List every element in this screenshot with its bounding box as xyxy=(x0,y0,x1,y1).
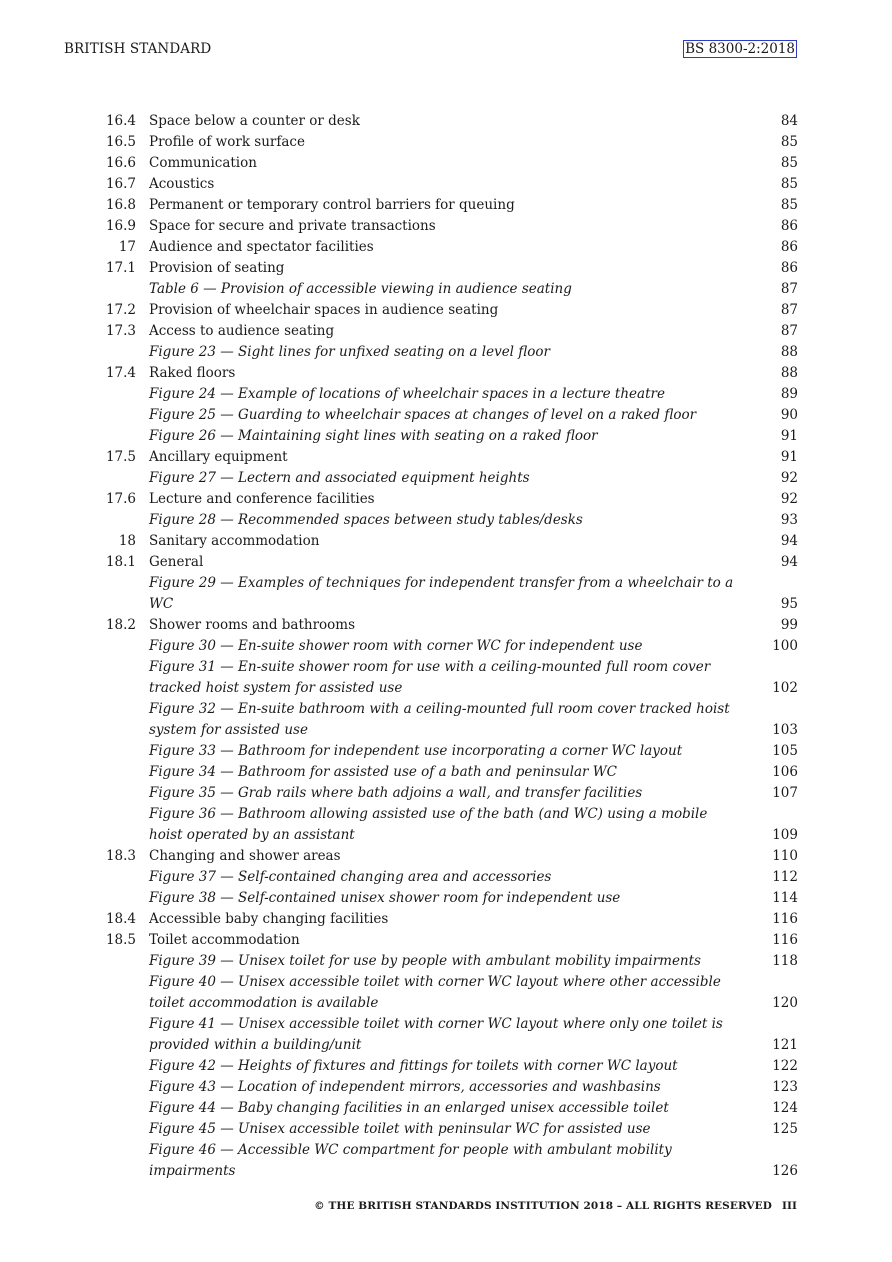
toc-entry-page: 112 xyxy=(772,869,798,885)
toc-entry-page: 88 xyxy=(780,365,798,381)
toc-entry-number: 16.5 xyxy=(105,134,136,150)
toc-entry[interactable] xyxy=(96,552,798,573)
toc-entry-title: Provision of seating xyxy=(149,260,285,276)
toc-entry-title: Figure 46 — Accessible WC compartment for people with ambulant mobility impairments xyxy=(149,1142,672,1179)
toc-entry-title: Provision of wheelchair spaces in audience seating xyxy=(149,302,499,318)
toc-entry-page: 88 xyxy=(780,344,798,360)
toc-entry[interactable] xyxy=(96,1119,798,1140)
toc-entry-number: 16.9 xyxy=(105,218,136,234)
toc-entry-title: Figure 27 — Lectern and associated equipment heights xyxy=(149,470,530,486)
toc-entry-title: Space below a counter or desk xyxy=(149,113,360,129)
toc-entry-title: Figure 29 — Examples of techniques for independent transfer from a wheelchair to a WC xyxy=(149,575,734,612)
toc-entry-title: Figure 23 — Sight lines for unfixed seating on a level floor xyxy=(149,344,551,360)
toc-entry-page: 114 xyxy=(772,890,798,906)
toc-entry-page: 95 xyxy=(780,596,798,612)
toc-entry-number: 17 xyxy=(118,239,136,255)
toc-entry-page: 107 xyxy=(772,785,798,801)
toc-entry-title: Lecture and conference facilities xyxy=(149,491,375,507)
toc-entry-title: Permanent or temporary control barriers for queuing xyxy=(149,197,515,213)
toc-entry-number: 16.7 xyxy=(105,176,136,192)
toc-entry-page: 116 xyxy=(772,911,798,927)
toc-entry-title: Figure 33 — Bathroom for independent use incorporating a corner WC layout xyxy=(149,743,683,759)
toc-entry-title: Figure 25 — Guarding to wheelchair spaces at changes of level on a raked floor xyxy=(149,407,697,423)
toc-entry-page: 92 xyxy=(780,470,798,486)
toc-entry[interactable] xyxy=(96,741,798,762)
toc-entry-page: 86 xyxy=(780,239,798,255)
toc-entry-title: Access to audience seating xyxy=(149,323,335,339)
toc-entry[interactable] xyxy=(96,1140,798,1182)
toc-entry[interactable] xyxy=(96,174,798,195)
toc-entry[interactable] xyxy=(96,300,798,321)
toc-entry-page: 116 xyxy=(772,932,798,948)
toc-entry[interactable] xyxy=(96,699,798,741)
toc-entry-page: 99 xyxy=(780,617,798,633)
toc-entry-number: 17.4 xyxy=(105,365,136,381)
toc-entry-title: Communication xyxy=(149,155,257,171)
toc-entry-page: 84 xyxy=(780,113,798,129)
page-number: III xyxy=(781,1200,797,1212)
toc-entry-number: 18.3 xyxy=(105,848,136,864)
copyright-notice: © THE BRITISH STANDARDS INSTITUTION 2018 – ALL RIGHTS RESERVED xyxy=(314,1200,772,1212)
toc-entry[interactable] xyxy=(96,111,798,132)
toc-entry-page: 85 xyxy=(780,134,798,150)
toc-entry-number: 18 xyxy=(118,533,136,549)
toc-entry[interactable] xyxy=(96,972,798,1014)
toc-entry[interactable] xyxy=(96,1014,798,1056)
toc-entry-title: Figure 43 — Location of independent mirrors, accessories and washbasins xyxy=(149,1079,661,1095)
toc-entry-number: 18.2 xyxy=(105,617,136,633)
toc-entry[interactable] xyxy=(96,657,798,699)
toc-entry-title: Figure 42 — Heights of fixtures and fittings for toilets with corner WC layout xyxy=(149,1058,678,1074)
toc-entry-page: 86 xyxy=(780,218,798,234)
toc-entry[interactable] xyxy=(96,636,798,657)
toc-entry-number: 17.5 xyxy=(105,449,136,465)
toc-entry-number: 17.3 xyxy=(105,323,136,339)
toc-entry[interactable] xyxy=(96,573,798,615)
toc-entry[interactable] xyxy=(96,930,798,951)
toc-entry-page: 85 xyxy=(780,197,798,213)
toc-entry-title: General xyxy=(149,554,204,570)
toc-entry-title: Figure 30 — En-suite shower room with corner WC for independent use xyxy=(149,638,643,654)
toc-entry[interactable] xyxy=(96,1056,798,1077)
table-of-contents xyxy=(96,111,798,1182)
toc-entry-number: 18.1 xyxy=(105,554,136,570)
toc-entry[interactable] xyxy=(96,447,798,468)
toc-entry[interactable] xyxy=(96,237,798,258)
toc-entry[interactable] xyxy=(96,615,798,636)
toc-entry-page: 89 xyxy=(780,386,798,402)
toc-entry[interactable] xyxy=(96,1098,798,1119)
toc-entry-page: 110 xyxy=(772,848,798,864)
toc-entry-page: 91 xyxy=(780,428,798,444)
toc-entry-title: Figure 39 — Unisex toilet for use by people with ambulant mobility impairments xyxy=(149,953,701,969)
toc-entry-title: Figure 32 — En-suite bathroom with a ceiling-mounted full room cover tracked hoist system for assisted use xyxy=(149,701,730,738)
toc-entry-title: Sanitary accommodation xyxy=(149,533,320,549)
toc-entry[interactable] xyxy=(96,1077,798,1098)
toc-entry-title: Figure 24 — Example of locations of wheelchair spaces in a lecture theatre xyxy=(149,386,665,402)
toc-entry-number: 17.6 xyxy=(105,491,136,507)
toc-entry-page: 100 xyxy=(772,638,798,654)
toc-entry-page: 105 xyxy=(772,743,798,759)
toc-entry-page: 87 xyxy=(780,281,798,297)
toc-entry-title: Toilet accommodation xyxy=(149,932,300,948)
toc-entry-page: 86 xyxy=(780,260,798,276)
toc-entry-page: 91 xyxy=(780,449,798,465)
toc-entry-page: 123 xyxy=(772,1079,798,1095)
toc-entry[interactable] xyxy=(96,195,798,216)
toc-entry-title: Figure 31 — En-suite shower room for use with a ceiling-mounted full room cover tracked hoist system for assisted use xyxy=(149,659,711,696)
toc-entry[interactable] xyxy=(96,531,798,552)
toc-entry-number: 16.4 xyxy=(105,113,136,129)
toc-entry[interactable] xyxy=(96,258,798,279)
toc-entry-page: 121 xyxy=(772,1037,798,1053)
toc-entry-title: Shower rooms and bathrooms xyxy=(149,617,356,633)
toc-entry-page: 106 xyxy=(772,764,798,780)
toc-entry-page: 87 xyxy=(780,323,798,339)
standard-number-link[interactable]: BS 8300-2:2018 xyxy=(685,41,795,57)
toc-entry-title: Table 6 — Provision of accessible viewing in audience seating xyxy=(149,281,572,297)
toc-entry-title: Figure 40 — Unisex accessible toilet with corner WC layout where other accessible toilet accommodation is available xyxy=(149,974,721,1011)
toc-entry-page: 120 xyxy=(772,995,798,1011)
toc-entry-title: Figure 34 — Bathroom for assisted use of a bath and peninsular WC xyxy=(149,764,617,780)
toc-entry-page: 103 xyxy=(772,722,798,738)
toc-entry[interactable] xyxy=(96,279,798,300)
toc-entry-page: 90 xyxy=(780,407,798,423)
toc-entry-page: 125 xyxy=(772,1121,798,1137)
toc-entry-page: 126 xyxy=(772,1163,798,1179)
toc-entry[interactable] xyxy=(96,510,798,531)
toc-entry-title: Figure 28 — Recommended spaces between study tables/desks xyxy=(149,512,583,528)
toc-entry[interactable] xyxy=(96,426,798,447)
toc-entry-page: 94 xyxy=(780,554,798,570)
page-footer xyxy=(314,1200,797,1212)
toc-entry[interactable] xyxy=(96,804,798,846)
toc-entry[interactable] xyxy=(96,909,798,930)
toc-entry[interactable] xyxy=(96,489,798,510)
toc-entry[interactable] xyxy=(96,405,798,426)
toc-entry-page: 85 xyxy=(780,155,798,171)
toc-entry-title: Figure 26 — Maintaining sight lines with seating on a raked floor xyxy=(149,428,598,444)
toc-entry-page: 92 xyxy=(780,491,798,507)
toc-entry[interactable] xyxy=(96,321,798,342)
toc-entry[interactable] xyxy=(96,384,798,405)
toc-entry-title: Figure 38 — Self-contained unisex shower room for independent use xyxy=(149,890,621,906)
toc-entry[interactable] xyxy=(96,216,798,237)
toc-entry-page: 124 xyxy=(772,1100,798,1116)
toc-entry[interactable] xyxy=(96,132,798,153)
toc-entry-page: 94 xyxy=(780,533,798,549)
toc-entry[interactable] xyxy=(96,342,798,363)
toc-entry[interactable] xyxy=(96,153,798,174)
running-header-title: BRITISH STANDARD xyxy=(64,41,212,57)
toc-entry-page: 85 xyxy=(780,176,798,192)
toc-entry-number: 17.2 xyxy=(105,302,136,318)
toc-entry-title: Figure 44 — Baby changing facilities in an enlarged unisex accessible toilet xyxy=(149,1100,669,1116)
toc-entry-title: Figure 45 — Unisex accessible toilet with peninsular WC for assisted use xyxy=(149,1121,651,1137)
toc-entry[interactable] xyxy=(96,783,798,804)
toc-entry-title: Figure 36 — Bathroom allowing assisted use of the bath (and WC) using a mobile hoist operated by an assistant xyxy=(149,806,708,843)
toc-entry-title: Acoustics xyxy=(149,176,215,192)
toc-entry-title: Space for secure and private transactions xyxy=(149,218,436,234)
toc-entry-number: 17.1 xyxy=(105,260,136,276)
toc-entry-page: 102 xyxy=(772,680,798,696)
toc-entry-title: Figure 41 — Unisex accessible toilet with corner WC layout where only one toilet is provided within a building/unit xyxy=(149,1016,723,1053)
toc-entry-title: Profile of work surface xyxy=(149,134,305,150)
toc-entry-title: Figure 37 — Self-contained changing area and accessories xyxy=(149,869,552,885)
toc-entry-title: Raked floors xyxy=(149,365,236,381)
toc-entry-page: 93 xyxy=(780,512,798,528)
toc-entry[interactable] xyxy=(96,846,798,867)
toc-entry-number: 16.6 xyxy=(105,155,136,171)
toc-entry[interactable] xyxy=(96,762,798,783)
toc-entry-page: 118 xyxy=(772,953,798,969)
toc-entry-page: 122 xyxy=(772,1058,798,1074)
toc-entry-title: Audience and spectator facilities xyxy=(149,239,374,255)
toc-entry-number: 18.4 xyxy=(105,911,136,927)
toc-entry[interactable] xyxy=(96,363,798,384)
toc-entry-title: Accessible baby changing facilities xyxy=(149,911,389,927)
toc-entry-page: 109 xyxy=(772,827,798,843)
toc-entry-page: 87 xyxy=(780,302,798,318)
toc-entry-title: Figure 35 — Grab rails where bath adjoins a wall, and transfer facilities xyxy=(149,785,643,801)
toc-entry-number: 18.5 xyxy=(105,932,136,948)
toc-entry-number: 16.8 xyxy=(105,197,136,213)
toc-entry[interactable] xyxy=(96,468,798,489)
toc-entry[interactable] xyxy=(96,951,798,972)
toc-entry-title: Changing and shower areas xyxy=(149,848,341,864)
toc-entry[interactable] xyxy=(96,888,798,909)
toc-entry[interactable] xyxy=(96,867,798,888)
toc-entry-title: Ancillary equipment xyxy=(149,449,288,465)
